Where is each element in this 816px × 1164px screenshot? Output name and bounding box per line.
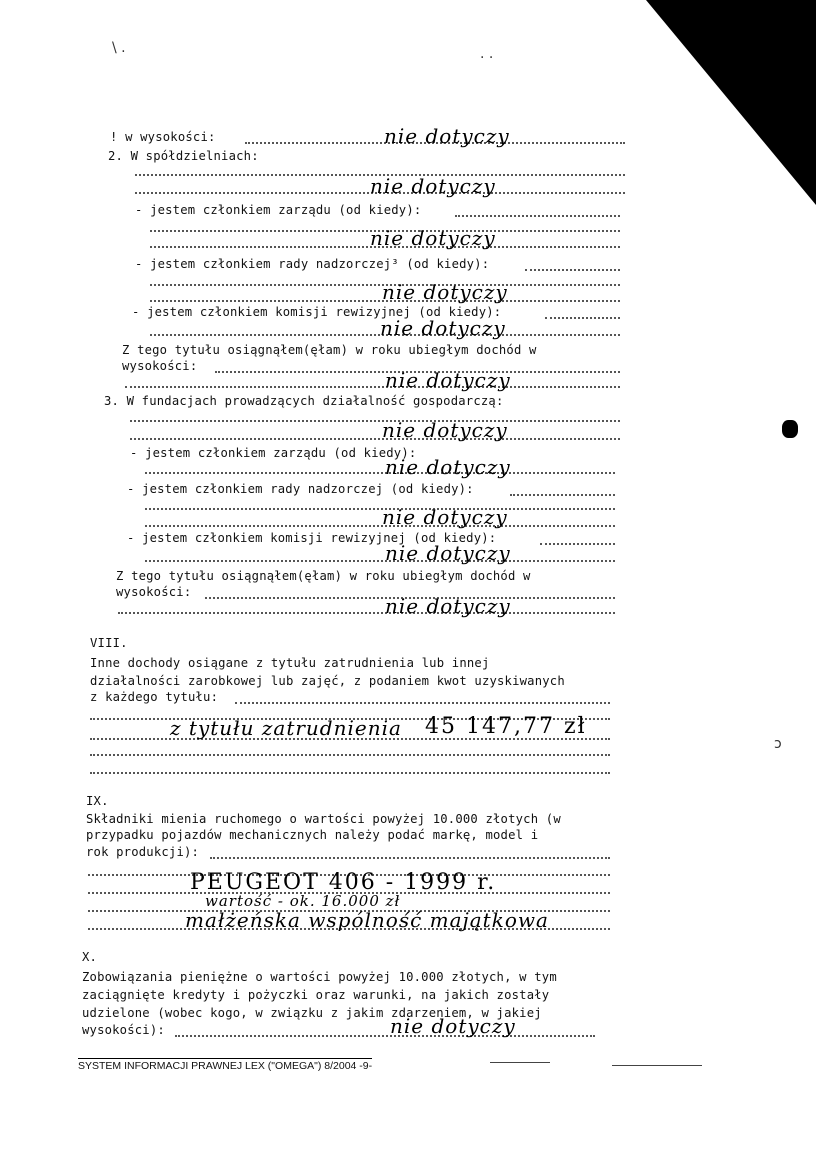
fill-dots [545,317,620,319]
form-line: - jestem członkiem rady nadzorczej³ (od kiedy): [135,257,490,271]
scan-mark: ɔ [774,736,782,752]
section-heading: X. [82,950,98,964]
handwritten-answer: nie dotyczy [370,174,496,198]
scan-artifact [782,420,798,438]
form-line: - jestem członkiem komisji rewizyjnej (od kiedy): [127,531,497,545]
form-line: Zobowiązania pieniężne o wartości powyżej 10.000 złotych, w tym [82,970,557,984]
handwritten-answer: nie dotyczy [385,594,511,618]
fill-dots [118,612,615,614]
fill-dots [90,754,610,756]
scan-mark: \ . [112,40,126,56]
fill-dots [145,508,615,510]
fill-dots [145,472,615,474]
form-line: wysokości: [122,359,198,373]
fill-dots [145,525,615,527]
form-line: - jestem członkiem komisji rewizyjnej (od kiedy): [132,305,502,319]
form-line: działalności zarobkowej lub zajęć, z podaniem kwot uzyskiwanych [90,674,565,688]
form-line: Z tego tytułu osiągnąłem(ęłam) w roku ubiegłym dochód w [116,569,531,583]
footer-rule [490,1062,550,1063]
section-heading: VIII. [90,636,128,650]
form-line: zaciągnięte kredyty i pożyczki oraz warunki, na jakich zostały [82,988,550,1002]
form-line: Składniki mienia ruchomego o wartości powyżej 10.000 złotych (w [86,812,561,826]
form-line: - jestem członkiem zarządu (od kiedy): [135,203,422,217]
form-line: przypadku pojazdów mechanicznych należy podać markę, model i [86,828,539,842]
handwritten-answer: nie dotyczy [385,368,511,392]
fill-dots [175,1035,595,1037]
fill-dots [125,386,620,388]
form-line: Inne dochody osiągane z tytułu zatrudnienia lub innej [90,656,490,670]
form-line: wysokości: [116,585,192,599]
handwritten-answer: nie dotyczy [382,280,508,304]
form-line: - jestem członkiem zarządu (od kiedy): [130,446,417,460]
handwritten-answer: nie dotyczy [384,124,510,148]
form-line: Z tego tytułu osiągnąłem(ęłam) w roku ubiegłym dochód w [122,343,537,357]
fill-dots [145,560,615,562]
fill-dots [210,857,610,859]
handwritten-vehicle-value: wartość - ok. 16.000 zł [205,892,401,910]
fill-dots [510,494,615,496]
handwritten-income-source: z tytułu zatrudnienia [170,716,402,740]
handwritten-answer: nie dotyczy [385,455,511,479]
form-line: ! w wysokości: [110,130,216,144]
form-line: udzielone (wobec kogo, w związku z jakim zdarzeniem, w jakiej [82,1006,542,1020]
form-line: 3. W fundacjach prowadzących działalność gospodarczą: [104,394,504,408]
fill-dots [90,772,610,774]
form-line: rok produkcji): [86,845,200,859]
scan-mark: . . [480,46,494,62]
footer-rule [612,1065,702,1066]
form-line: z każdego tytułu: [90,690,219,704]
handwritten-vehicle: PEUGEOT 406 - 1999 r. [190,870,497,895]
handwritten-answer: nie dotyczy [390,1014,516,1038]
page-footer: SYSTEM INFORMACJI PRAWNEJ LEX ("OMEGA") 8/2004 -9- [78,1060,373,1072]
fill-dots [525,269,620,271]
fill-dots [130,420,620,422]
handwritten-answer: nie dotyczy [382,418,508,442]
handwritten-answer: nie dotyczy [382,505,508,529]
handwritten-answer: nie dotyczy [380,316,506,340]
section-heading: IX. [86,794,109,808]
handwritten-income-amount: 45 147,77 zł [425,714,587,739]
scan-corner-shadow [646,0,816,205]
fill-dots [235,702,610,704]
handwritten-ownership-note: małżeńska wspólność majątkowa [185,908,549,932]
form-line: - jestem członkiem rady nadzorczej (od kiedy): [127,482,474,496]
form-line: wysokości): [82,1023,165,1037]
fill-dots [540,543,615,545]
handwritten-answer: nie dotyczy [370,226,496,250]
form-line: 2. W spółdzielniach: [108,149,259,163]
fill-dots [130,438,620,440]
handwritten-answer: nie dotyczy [385,541,511,565]
fill-dots [455,215,620,217]
